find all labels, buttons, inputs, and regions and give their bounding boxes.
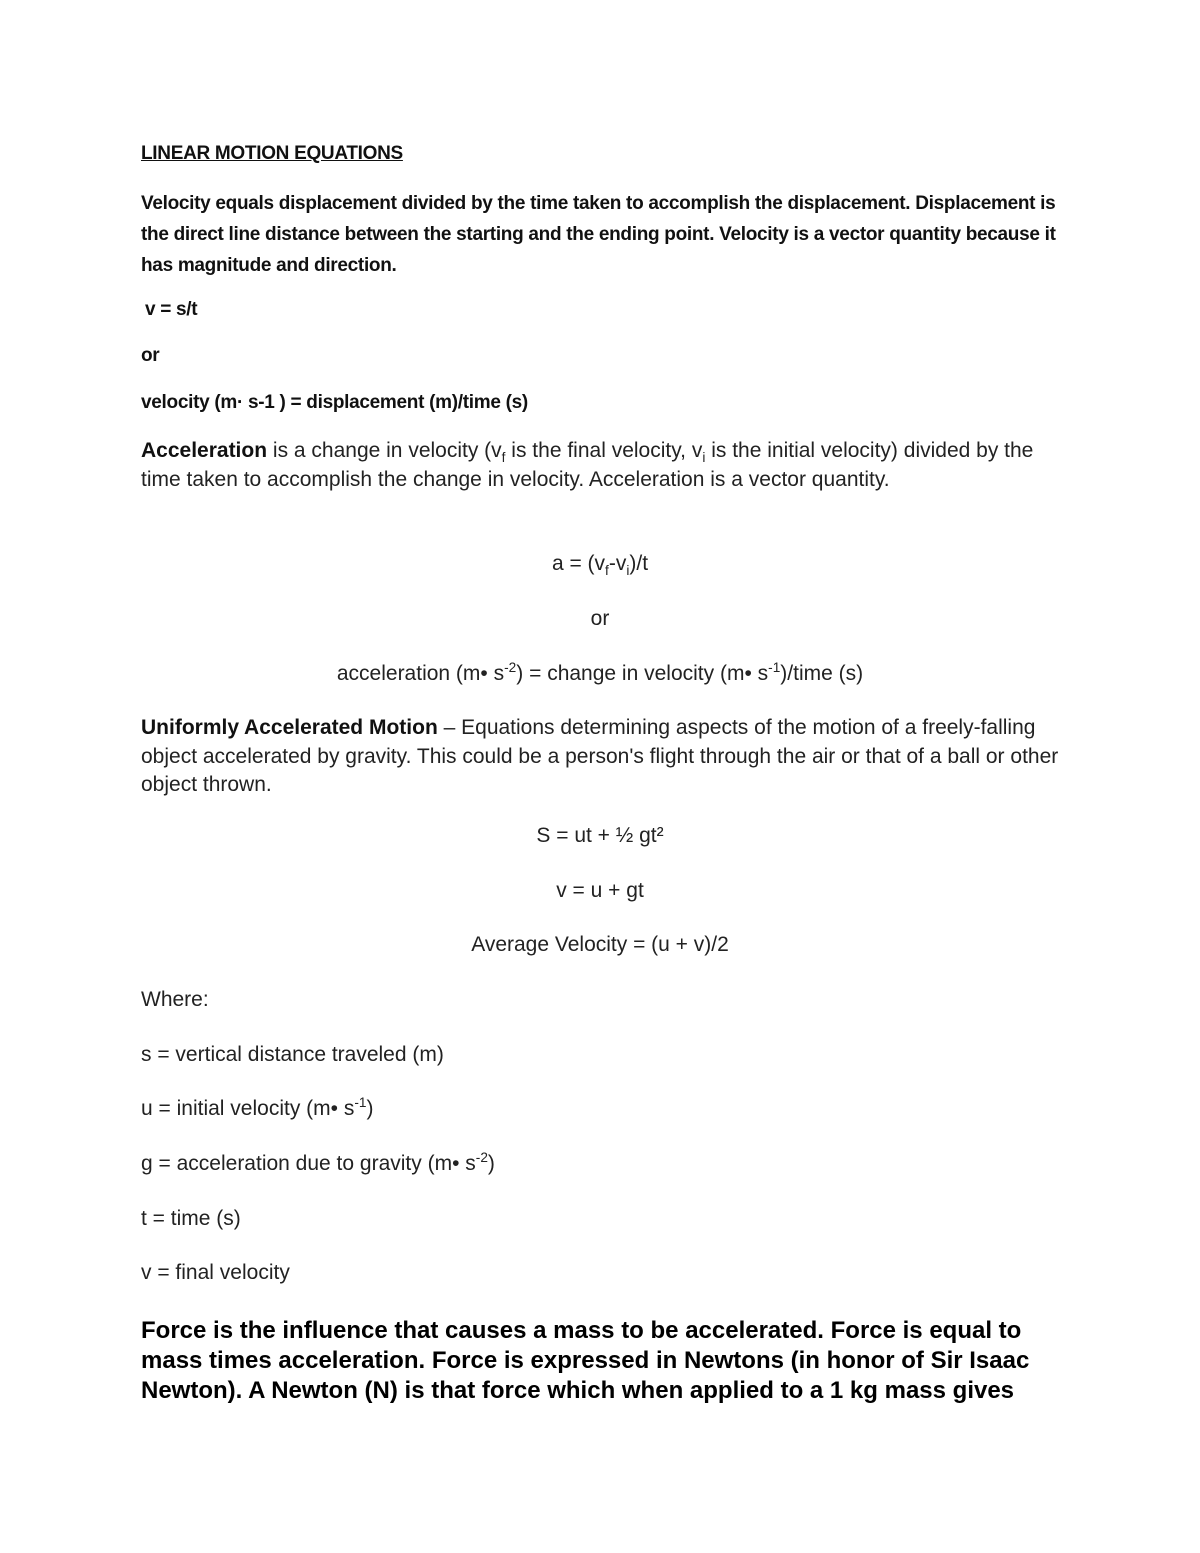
acceleration-text-2: is the final velocity, v: [505, 439, 703, 462]
velocity-units-formula: velocity (m· s-1 ) = displacement (m)/time (s): [141, 392, 528, 413]
u-def-3: ): [366, 1097, 374, 1120]
acc-formula-sub-f: f: [605, 563, 609, 579]
subscript-i: i: [702, 450, 706, 466]
acc-formula-2: -v: [608, 552, 627, 575]
uniform-motion-term: Uniformly Accelerated Motion: [141, 716, 438, 739]
g-def-sup: -2: [475, 1150, 488, 1165]
equation-displacement: S = ut + ½ gt²: [536, 824, 664, 847]
velocity-term: Velocity: [141, 193, 211, 214]
velocity-formula: v = s/t: [145, 299, 198, 320]
g-def-2: s: [459, 1152, 476, 1175]
acceleration-units-formula: [140, 662, 1060, 686]
g-def-1: g = acceleration due to gravity (m: [141, 1152, 453, 1175]
acceleration-or: or: [590, 607, 610, 630]
acc-formula-3: )/t: [629, 552, 649, 575]
acc-formula-1: a = (v: [551, 552, 606, 575]
u-def-1: u = initial velocity (m: [141, 1097, 331, 1120]
bullet-dot: •: [480, 662, 488, 685]
force-text: is the influence that causes a mass to be accelerated. Force is equal to mass times acceleration. Force is expressed in Newtons (in honor of Sir Isaac Newton). A Newton (N) is that force which when applied to a 1 kg mass gives: [141, 1317, 1030, 1404]
g-def-3: ): [487, 1152, 495, 1175]
force-paragraph: [141, 1316, 1066, 1406]
acc-formula-sub-i: i: [626, 563, 630, 579]
acc-units-1: acceleration (m: [336, 662, 481, 685]
definition-v: v = final velocity: [141, 1261, 290, 1284]
acc-units-2: s: [487, 662, 505, 685]
force-term: Force: [141, 1317, 207, 1344]
velocity-definition: equals displacement divided by the time taken to accomplish the displacement. Displacement is the direct line distance between the starting and the ending point. Velocity is a vector quantity because it has magnitude and direction.: [141, 193, 1056, 276]
acceleration-paragraph: [141, 437, 1061, 494]
definition-u: [141, 1097, 1061, 1121]
acc-units-sup-2: -1: [768, 660, 781, 675]
acc-units-4: s: [751, 662, 769, 685]
velocity-paragraph: [141, 188, 1061, 281]
definition-s: s = vertical distance traveled (m): [141, 1043, 444, 1066]
acc-units-5: )/time (s): [780, 662, 864, 685]
equation-final-velocity: v = u + gt: [556, 879, 644, 902]
bullet-dot: •: [330, 1097, 339, 1120]
definition-g: [141, 1152, 1061, 1176]
definition-t: t = time (s): [141, 1207, 241, 1230]
acceleration-term: Acceleration: [141, 439, 268, 462]
u-def-2: s: [338, 1097, 355, 1120]
uniform-motion-text: – Equations determining aspects of the motion of a freely-falling object accelerated by gravity. This could be a person's flight through the air or that of a ball or other object thrown.: [141, 716, 1059, 796]
subscript-f: f: [501, 450, 506, 466]
uniform-motion-paragraph: [141, 714, 1061, 800]
acceleration-text-3: is the initial velocity) divided by the time taken to accomplish the change in velocity. Acceleration is a vector quantity.: [141, 439, 1034, 491]
u-def-sup: -1: [354, 1095, 367, 1110]
equation-average-velocity: Average Velocity = (u + v)/2: [471, 933, 729, 956]
acceleration-text-1: is a change in velocity (v: [267, 439, 502, 462]
bullet-dot: •: [744, 662, 752, 685]
acc-units-3: ) = change in velocity (m: [516, 662, 745, 685]
acc-units-sup-1: -2: [504, 660, 517, 675]
velocity-or: or: [141, 345, 160, 366]
where-label: Where:: [141, 988, 209, 1011]
bullet-dot: •: [452, 1152, 460, 1175]
page-title: LINEAR MOTION EQUATIONS: [141, 143, 403, 164]
acceleration-formula: [140, 552, 1060, 579]
